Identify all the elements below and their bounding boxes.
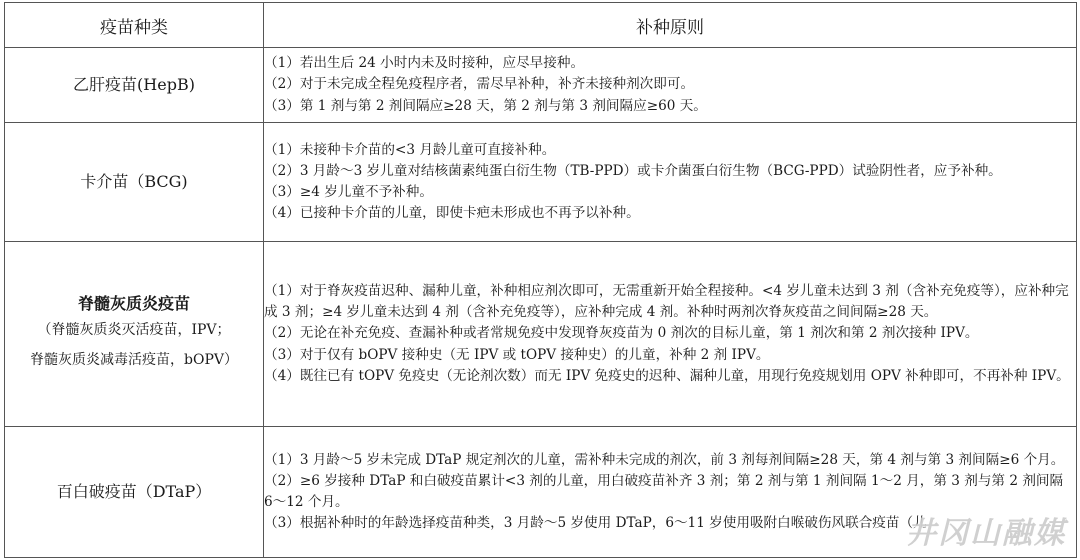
table-header-row [5, 3, 1077, 48]
rule-item: （2）对于未完成全程免疫程序者，需尽早补种，补齐未接种剂次即可。 [264, 76, 695, 93]
vaccine-name-cell [5, 123, 264, 242]
vaccine-name-cell [5, 427, 264, 558]
vaccine-name: 卡介苗（BCG) [80, 172, 188, 191]
vaccine-name: 脊髓灰质炎疫苗 [77, 294, 190, 313]
vaccine-name-cell [5, 242, 264, 427]
rule-item: （3）对于仅有 bOPV 接种史（无 IPV 或 tOPV 接种史）的儿童，补种 2 剂 IPV。 [264, 346, 770, 363]
rule-item: （3）第 1 剂与第 2 剂间隔应≥28 天，第 2 剂与第 3 剂间隔应≥60 天。 [264, 97, 707, 114]
rule-item: （4）既往已有 tOPV 免疫史（无论剂次数）而无 IPV 免疫史的迟种、漏种儿童，用现行免疫规划用 OPV 补种即可，不再补种 IPV。 [264, 367, 1070, 384]
rules-cell [264, 123, 1077, 242]
header-vaccine-type: 疫苗种类 [5, 3, 264, 48]
table-row-polio [5, 242, 1077, 427]
vaccine-subname: 脊髓灰质炎减毒活疫苗，bOPV） [30, 352, 238, 368]
rule-item: （3）根据补种时的年龄选择疫苗种类，3 月龄～5 岁使用 DTaP，6～11 岁使用吸附白喉破伤风联合疫苗（儿 [264, 515, 927, 532]
rule-item: （4）已接种卡介苗的儿童，即使卡疤未形成也不再予以补种。 [264, 205, 640, 222]
vaccine-subname: （脊髓灰质炎灭活疫苗，IPV； [37, 322, 231, 338]
vaccine-catchup-table [4, 2, 1077, 558]
rules-cell [264, 48, 1077, 123]
table-row-bcg [5, 123, 1077, 242]
vaccine-name: 百白破疫苗（DTaP） [56, 482, 212, 501]
vaccine-name-cell [5, 48, 264, 123]
rule-item: （1）3 月龄～5 岁未完成 DTaP 规定剂次的儿童，需补种未完成的剂次，前 3 剂每剂间隔≥28 天，第 4 剂与第 3 剂间隔≥6 个月。 [264, 451, 1065, 468]
rule-item: （3）≥4 岁儿童不予补种。 [264, 184, 433, 200]
watermark-logo: 井冈山融媒 [906, 516, 1066, 551]
rule-item: （2）无论在补充免疫、查漏补种或者常规免疫中发现脊灰疫苗为 0 剂次的目标儿童，第 1 剂次和第 2 剂次接种 IPV。 [264, 325, 979, 342]
vaccine-name: 乙肝疫苗(HepB) [73, 75, 195, 94]
header-catchup-principle: 补种原则 [264, 3, 1077, 48]
rule-item: （1）若出生后 24 小时内未及时接种，应尽早接种。 [264, 55, 585, 72]
rule-item: （2）≥6 岁接种 DTaP 和白破疫苗累计<3 剂的儿童，用白破疫苗补齐 3 剂；第 2 剂与第 1 剂间隔 1～2 月，第 3 剂与第 2 剂间隔 6～12 个月。 [264, 472, 1064, 510]
rule-item: （2）3 月龄～3 岁儿童对结核菌素纯蛋白衍生物（TB-PPD）或卡介菌蛋白衍生物（BCG-PPD）试验阴性者，应予补种。 [264, 162, 1002, 179]
rule-item: （1）未接种卡介苗的<3 月龄儿童可直接补种。 [264, 141, 556, 158]
rule-item: （1）对于脊灰疫苗迟种、漏种儿童，补种相应剂次即可，无需重新开始全程接种。<4 岁儿童未达到 3 剂（含补充免疫等），应补种完成 3 剂；≥4 岁儿童未达到 4 剂（含补充免疫等），应补种完成 4 剂。补种时两剂次脊灰疫苗之间间隔≥28 天。 [264, 282, 1069, 321]
rules-cell [264, 242, 1077, 427]
table-row-hepb [5, 48, 1077, 123]
